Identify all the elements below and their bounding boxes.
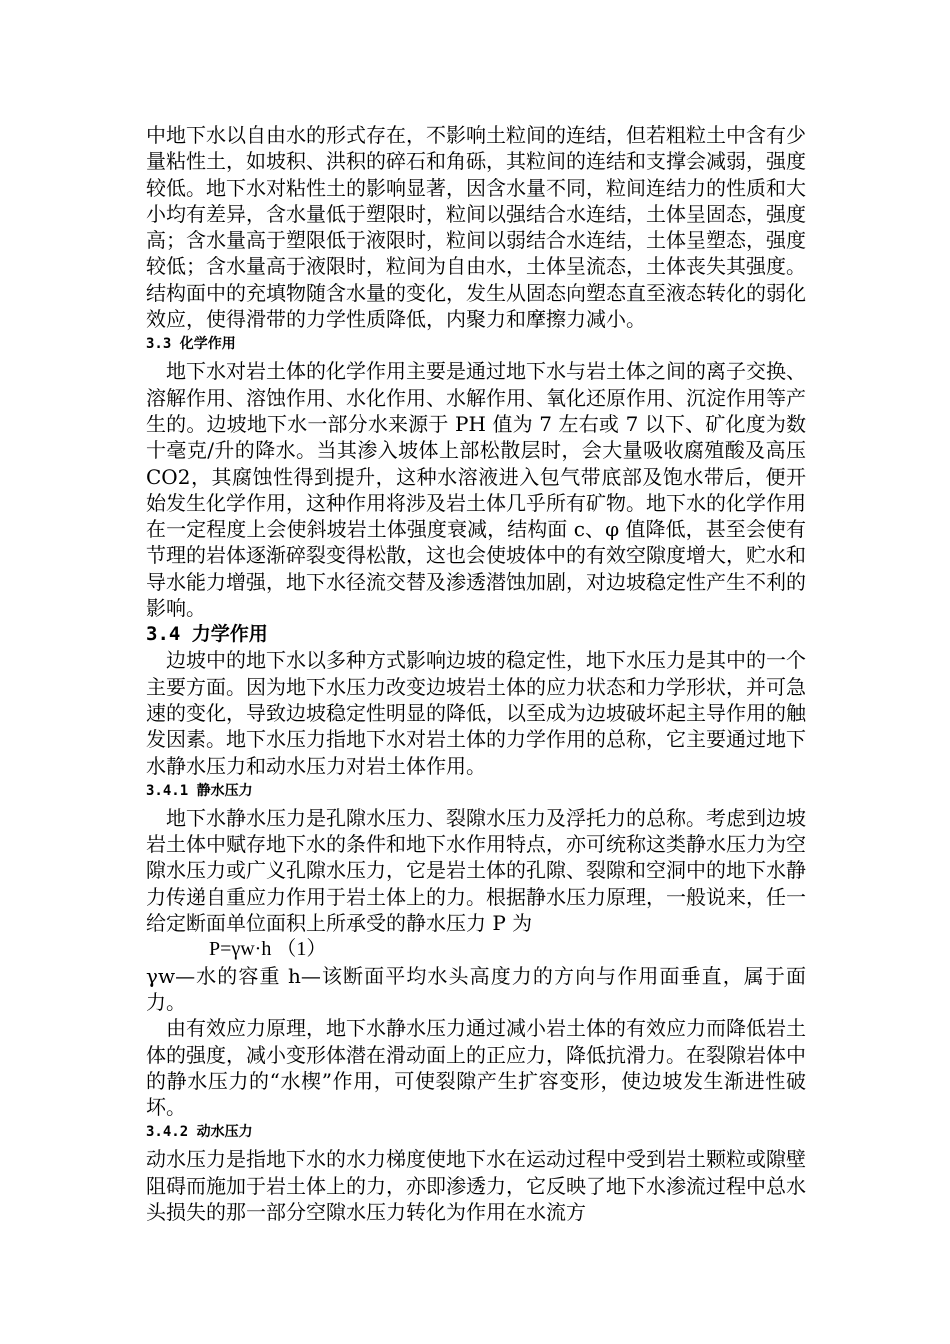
paragraph-mechanical-action: 边坡中的地下水以多种方式影响边坡的稳定性，地下水压力是其中的一个主要方面。因为地下水压力改变边坡岩土体的应力状态和力学形状，并可急速的变化，导致边坡稳定性明显的降低，以至成为边坡破坏起主导作用的触发因素。地下水压力指地下水对岩土体的力学作用的总称，它主要通过地下水静水压力和动水压力对岩土体作用。	[146, 648, 806, 778]
paragraph-effective-stress: 由有效应力原理，地下水静水压力通过减小岩土体的有效应力而降低岩土体的强度，减小变形体潜在滑动面上的正应力，降低抗滑力。在裂隙岩体中的静水压力的“水楔”作用，可使裂隙产生扩容变形，使边坡发生渐进性破坏。	[146, 1016, 806, 1120]
paragraph-chemical-action: 地下水对岩土体的化学作用主要是通过地下水与岩土体之间的离子交换、溶解作用、溶蚀作用、水化作用、水解作用、氧化还原作用、沉淀作用等产生的。边坡地下水一部分水来源于 PH 值为 7 左右或 7 以下、矿化度为数十毫克/升的降水。当其渗入坡体上部松散层时，会大量吸收腐殖酸及高压 CO2，其腐蚀性得到提升，这种水溶液进入包气带底部及饱水带后，便开始发生化学作用，这种作用将涉及岩土体几乎所有矿物。地下水的化学作用在一定程度上会使斜坡岩土体强度衰减，结构面 c、φ 值降低，甚至会使有节理的岩体逐渐碎裂变得松散，这也会使坡体中的有效空隙度增大，贮水和导水能力增强，地下水径流交替及渗透潜蚀加剧，对边坡稳定性产生不利的影响。	[146, 359, 806, 621]
formula-1: P=γw·h （1）	[209, 938, 327, 961]
heading-3-4-1-hydrostatic-pressure: 3.4.1 静水压力	[146, 782, 253, 799]
paragraph-soil-water-effect: 中地下水以自由水的形式存在，不影响土粒间的连结，但若粗粒土中含有少量粘性土，如坡积、洪积的碎石和角砾，其粒间的连结和支撑会减弱，强度较低。地下水对粘性土的影响显著，因含水量不同，粒间连结力的性质和大小均有差异，含水量低于塑限时，粒间以强结合水连结，土体呈固态，强度高；含水量高于塑限低于液限时，粒间以弱结合水连结，土体呈塑态，强度较低；含水量高于液限时，粒间为自由水，土体呈流态，土体丧失其强度。结构面中的充填物随含水量的变化，发生从固态向塑态直至液态转化的弱化效应，使得滑带的力学性质降低，内聚力和摩擦力减小。	[146, 123, 806, 332]
heading-3-3-chemical-action: 3.3 化学作用	[146, 336, 236, 353]
heading-3-4-mechanical-action: 3.4 力学作用	[146, 623, 268, 646]
document-page	[146, 122, 806, 1225]
paragraph-hydrostatic-pressure: 地下水静水压力是孔隙水压力、裂隙水压力及浮托力的总称。考虑到边坡岩土体中赋存地下水的条件和地下水作用特点，亦可统称这类静水压力为空隙水压力或广义孔隙水压力，它是岩土体的孔隙、裂隙和空洞中的地下水静力传递自重应力作用于岩土体上的力。根据静水压力原理，一般说来，任一给定断面单位面积上所承受的静水压力 P 为	[146, 805, 806, 936]
paragraph-hydrodynamic-pressure: 动水压力是指地下水的水力梯度使地下水在运动过程中受到岩土颗粒或隙壁阻碍而施加于岩土体上的力，亦即渗透力，它反映了地下水渗流过程中总水头损失的那一部分空隙水压力转化为作用在水流方	[146, 1147, 806, 1224]
heading-3-4-2-hydrodynamic-pressure: 3.4.2 动水压力	[146, 1124, 253, 1141]
paragraph-formula-definition: γw—水的容重 h—该断面平均水头高度力的方向与作用面垂直，属于面力。	[146, 963, 806, 1014]
